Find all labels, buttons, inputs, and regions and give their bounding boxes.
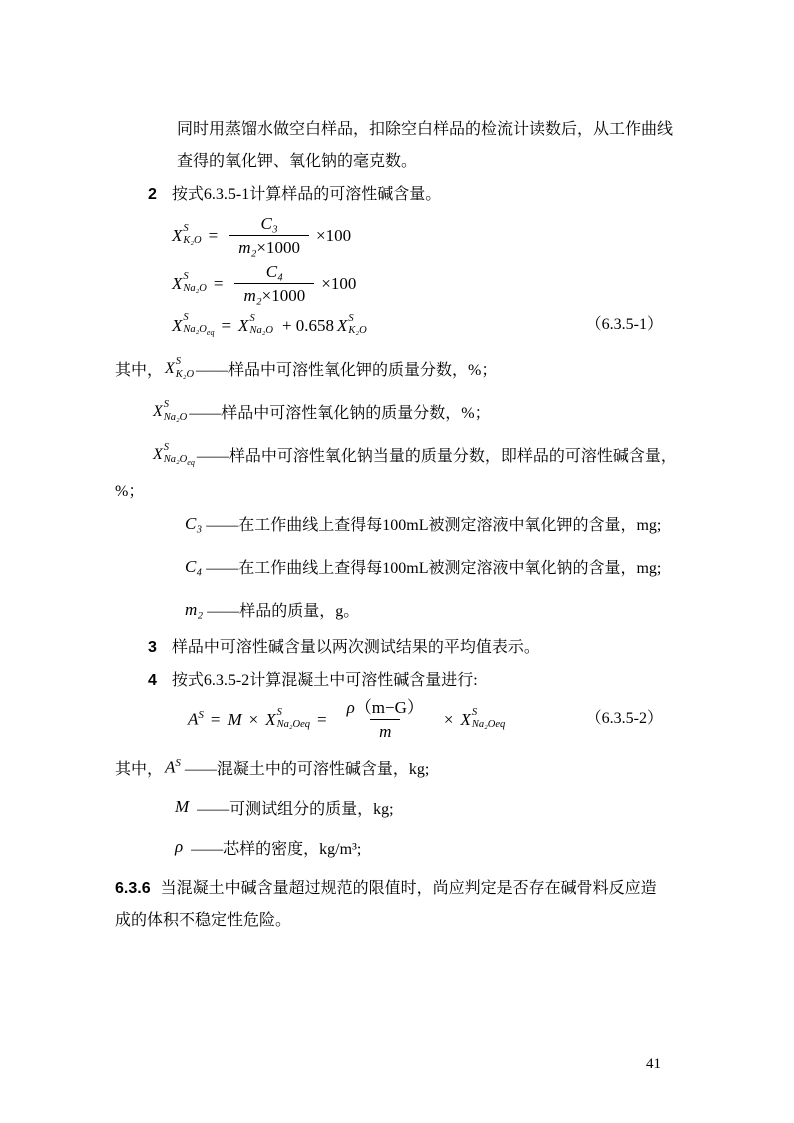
- fraction-c4: $\frac{\text{C₄}}{\text{m₂×1000}}$: [234, 263, 314, 304]
- equals-sign: =: [317, 709, 327, 729]
- list-item-4: [115, 664, 683, 697]
- var-x-s-k2o: X S K₂O: [172, 222, 202, 246]
- var-x-s-na2o-eq: X S $Na_2O_{eq}$: [172, 312, 215, 338]
- section-number: 6.3.6: [115, 880, 151, 897]
- definition-text: ——样品的质量，g。: [207, 603, 360, 620]
- var-x-s-na2oeq: X S Na₂Oeq: [265, 706, 311, 730]
- definitions-1: [115, 347, 683, 631]
- times-sign: ×: [443, 709, 454, 729]
- plus-coefficient: + 0.658: [281, 315, 335, 335]
- section-line-2: 成的体积不稳定性危险。: [115, 912, 292, 929]
- definition-text: ——混凝土中的可溶性碱含量，kg;: [184, 760, 430, 778]
- definition-text: ——样品中可溶性氧化钾的质量分数，%；: [196, 362, 498, 379]
- definition-wrap-line: [115, 476, 683, 502]
- var-m: M: [227, 709, 242, 729]
- intro-paragraph: [177, 114, 683, 178]
- definition-xna2oeq: [115, 433, 683, 476]
- where-label: 其中，: [115, 362, 164, 379]
- item-4-text: 按式6.3.5-2计算混凝土中可溶性碱含量进行:: [171, 672, 478, 689]
- section-line-1: [115, 873, 683, 905]
- item-4-number: 4: [148, 672, 157, 689]
- item-3-number: 3: [148, 639, 157, 656]
- times-100: ×100: [321, 273, 357, 293]
- equals-sign: =: [208, 225, 219, 245]
- var-x-s-na2o-eq: X S $Na_2O_{eq}$: [153, 441, 195, 467]
- item-2-number: 2: [148, 186, 157, 203]
- where-label: 其中，: [115, 760, 164, 778]
- var-x-s-na2o: X S Na₂O: [238, 312, 273, 336]
- equals-sign: =: [213, 273, 224, 293]
- var-m2: m₂: [185, 599, 204, 619]
- definition-text: ——在工作曲线上查得每100mL被测定溶液中氧化钠的含量，mg;: [206, 560, 662, 577]
- definition-text: ——可测试组分的质量，kg;: [197, 800, 394, 818]
- var-c3: C₃: [185, 513, 203, 533]
- var-a-s: $A^S$: [165, 756, 181, 777]
- var-x-s-na2o: X S Na₂O: [172, 270, 207, 294]
- var-x-s-na2oeq: X S Na₂Oeq: [460, 706, 506, 730]
- fraction-rho: $\frac{\rho(m-G)}{m}$: [346, 697, 424, 741]
- definition-text: ——样品中可溶性氧化钠当量的质量分数，即样品的可溶性碱含量，: [196, 448, 677, 465]
- var-a-s: $A^S$: [188, 709, 204, 729]
- definition-m2: [115, 588, 683, 631]
- formula-xk2o: [172, 211, 683, 259]
- fraction-c3: $\frac{\text{C₃}}{\text{m₂×1000}}$: [229, 215, 309, 256]
- equation-label-1: （6.3.5-1）: [585, 316, 663, 333]
- definition-text: %；: [115, 482, 145, 500]
- definition-text: ——样品中可溶性氧化钠的质量分数，%；: [189, 405, 491, 422]
- formula-xna2o: [172, 259, 683, 307]
- times-sign: ×: [248, 709, 259, 729]
- var-x-s-k2o: X S K₂O: [165, 356, 195, 380]
- definitions-2: [115, 747, 683, 867]
- var-x-s-na2o: X S Na₂O: [153, 399, 188, 423]
- equals-sign: =: [210, 709, 221, 729]
- list-item-2: [115, 178, 683, 211]
- document-body: [115, 114, 683, 937]
- definition-c4: [115, 545, 683, 588]
- equation-label-2: （6.3.5-2）: [585, 710, 663, 727]
- var-rho: ρ: [175, 837, 184, 856]
- intro-line-2: 查得的氧化钾、氧化钠的毫克数。: [177, 153, 418, 170]
- page-number: 41: [646, 1056, 661, 1072]
- definition-text: ——在工作曲线上查得每100mL被测定溶液中氧化钾的含量，mg;: [206, 517, 662, 534]
- definition-text: ——芯样的密度，kg/m³;: [191, 840, 362, 858]
- definition-m: [115, 787, 683, 827]
- formula-as: [188, 697, 683, 741]
- definition-as: [115, 747, 683, 787]
- formula-xna2oeq: [172, 307, 683, 343]
- section-6-3-6: [115, 873, 683, 937]
- item-2-text: 按式6.3.5-1计算样品的可溶性碱含量。: [171, 186, 442, 203]
- equals-sign: =: [221, 315, 232, 335]
- definition-xna2o: [115, 390, 683, 433]
- list-item-3: [115, 631, 683, 664]
- section-text: 当混凝土中碱含量超过规范的限值时，尚应判定是否存在碱骨料反应造: [160, 880, 657, 897]
- times-100: ×100: [316, 225, 352, 245]
- definition-c3: [115, 502, 683, 545]
- var-m: M: [175, 797, 190, 816]
- item-3-text: 样品中可溶性碱含量以两次测试结果的平均值表示。: [171, 639, 540, 656]
- definition-rho: [115, 827, 683, 867]
- var-x-s-k2o: X S K₂O: [337, 312, 367, 336]
- var-c4: C₄: [185, 556, 203, 576]
- definition-xk2o: [115, 347, 683, 390]
- intro-line-1: 同时用蒸馏水做空白样品，扣除空白样品的检流计读数后，从工作曲线: [177, 121, 674, 138]
